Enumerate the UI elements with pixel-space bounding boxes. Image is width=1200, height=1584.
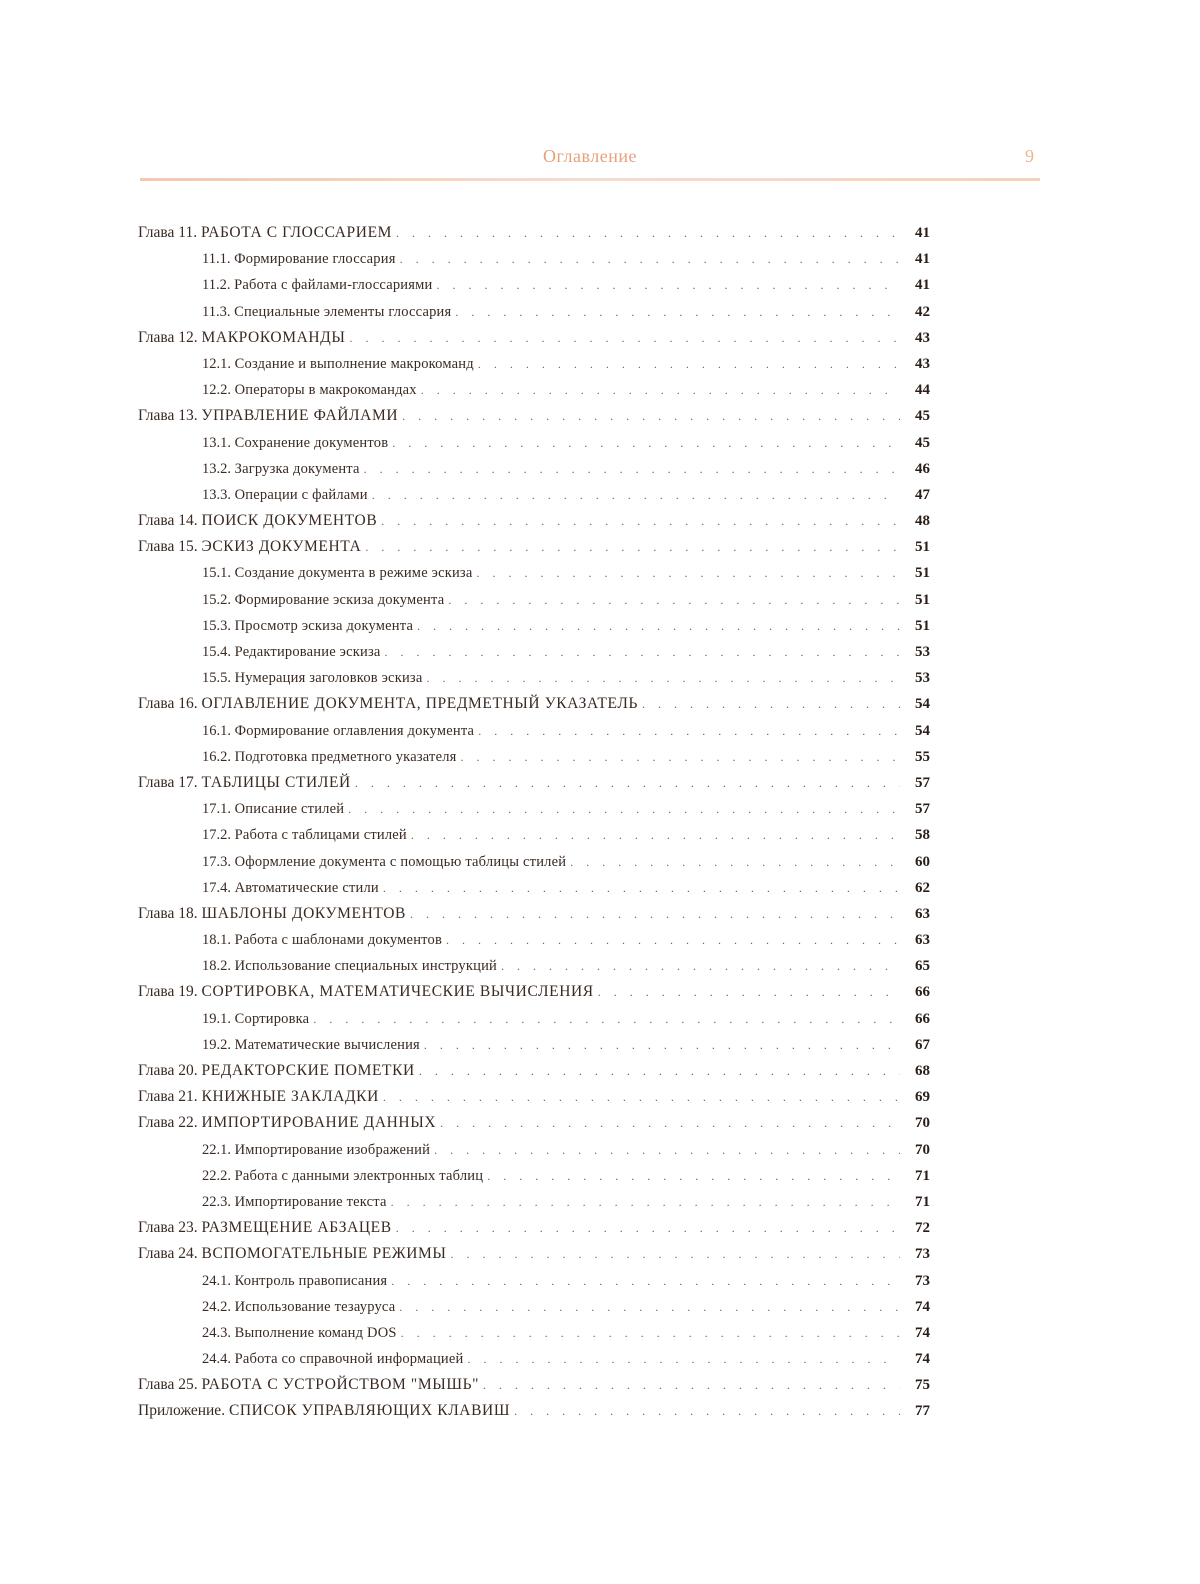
entry-label (138, 508, 381, 534)
entry-page-number: 58 (915, 827, 930, 844)
entry-page-number: 70 (915, 1115, 930, 1132)
dot-leader (451, 1241, 900, 1267)
entry-title: Выполнение команд DOS (234, 1324, 397, 1341)
toc-section-entry (138, 377, 930, 403)
entry-title: РАБОТА С УСТРОЙСТВОМ "МЫШЬ" (201, 1376, 479, 1394)
toc-section-entry (138, 1137, 930, 1163)
entry-title: ОГЛАВЛЕНИЕ ДОКУМЕНТА, ПРЕДМЕТНЫЙ УКАЗАТЕЛЬ (201, 695, 638, 713)
toc-section-entry (138, 1320, 930, 1346)
dot-leader (478, 351, 900, 377)
entry-title: Импортирование изображений (234, 1141, 431, 1158)
toc-section-entry (138, 1268, 930, 1294)
dot-leader (434, 1137, 900, 1163)
entry-label (138, 1058, 419, 1084)
toc-section-entry (138, 849, 930, 875)
entry-label (202, 796, 348, 822)
dot-leader (313, 1006, 900, 1032)
entry-number: 13.3. (202, 486, 231, 503)
toc-section-entry (138, 299, 930, 325)
entry-title: Создание документа в режиме эскиза (234, 565, 473, 582)
entry-label (138, 1398, 514, 1424)
entry-title: Операторы в макрокомандах (234, 382, 417, 399)
entry-number: Глава 21. (138, 1088, 198, 1106)
toc-section-entry (138, 875, 930, 901)
entry-label (202, 1268, 391, 1294)
entry-number: 15.3. (202, 617, 231, 634)
entry-page-number: 63 (915, 932, 930, 949)
entry-title: Сортировка (234, 1010, 310, 1027)
toc-chapter-entry (138, 508, 930, 534)
entry-page-number: 54 (915, 722, 930, 739)
toc-section-entry (138, 665, 930, 691)
entry-page-number: 75 (915, 1377, 930, 1394)
entry-title: Использование тезауруса (234, 1298, 396, 1315)
toc-section-entry (138, 482, 930, 508)
entry-number: 13.2. (202, 460, 231, 477)
toc-chapter-entry (138, 1110, 930, 1136)
dot-leader (467, 1346, 900, 1372)
entry-number: 22.3. (202, 1193, 231, 1210)
table-of-contents (138, 220, 930, 1425)
entry-page-number: 41 (915, 225, 930, 241)
dot-leader (396, 220, 900, 246)
entry-label (202, 351, 478, 377)
dot-leader (385, 639, 900, 665)
entry-title: Автоматические стили (234, 879, 379, 896)
entry-number: 15.4. (202, 644, 231, 660)
toc-chapter-entry (138, 691, 930, 717)
entry-title: Формирование оглавления документа (234, 722, 475, 739)
dot-leader (391, 1268, 900, 1294)
entry-number: Глава 24. (138, 1245, 198, 1263)
entry-label (202, 875, 383, 901)
entry-page-number: 63 (915, 905, 930, 922)
entry-label (202, 456, 364, 482)
entry-number: Глава 18. (138, 904, 198, 922)
entry-page-number: 51 (915, 591, 930, 608)
dot-leader (401, 1320, 900, 1346)
dot-leader (598, 979, 900, 1005)
toc-section-entry (138, 796, 930, 822)
toc-chapter-entry (138, 325, 930, 351)
dot-leader (400, 246, 900, 272)
entry-page-number: 68 (915, 1063, 930, 1079)
entry-page-number: 43 (915, 329, 930, 346)
entry-page-number: 41 (915, 277, 930, 294)
entry-page-number: 45 (915, 434, 930, 451)
entry-number: 17.1. (202, 801, 231, 818)
entry-label (202, 953, 501, 979)
entry-title: СПИСОК УПРАВЛЯЮЩИХ КЛАВИШ (228, 1402, 511, 1420)
entry-label (138, 403, 402, 429)
entry-number: Глава 22. (138, 1114, 198, 1132)
dot-leader (348, 796, 900, 822)
entry-number: Глава 25. (138, 1376, 198, 1394)
entry-number: 15.2. (202, 591, 231, 608)
dot-leader (419, 1058, 900, 1084)
entry-page-number: 55 (915, 748, 930, 765)
entry-page-number: 77 (915, 1403, 930, 1420)
entry-label (202, 1189, 391, 1215)
entry-number: 13.1. (202, 434, 231, 451)
entry-title: Описание стилей (234, 801, 345, 818)
dot-leader (396, 1215, 900, 1241)
toc-section-entry (138, 272, 930, 298)
entry-page-number: 53 (915, 644, 930, 660)
entry-label (138, 979, 598, 1005)
entry-label (138, 901, 410, 927)
toc-chapter-entry (138, 403, 930, 429)
entry-title: Работа с шаблонами документов (234, 932, 442, 949)
entry-label (138, 325, 349, 351)
dot-leader (392, 430, 900, 456)
toc-chapter-entry (138, 1241, 930, 1267)
entry-number: 15.5. (202, 670, 231, 687)
dot-leader (455, 299, 900, 325)
entry-label (202, 1294, 399, 1320)
entry-label (138, 1372, 483, 1398)
entry-page-number: 62 (915, 879, 930, 896)
entry-page-number: 71 (915, 1167, 930, 1184)
entry-number: 22.2. (202, 1167, 231, 1184)
entry-title: Импортирование текста (234, 1193, 387, 1210)
dot-leader (446, 927, 900, 953)
entry-page-number: 74 (915, 1324, 930, 1341)
entry-number: 24.1. (202, 1272, 231, 1289)
entry-title: ЭСКИЗ ДОКУМЕНТА (201, 538, 362, 556)
entry-page-number: 66 (915, 1010, 930, 1027)
dot-leader (411, 822, 900, 848)
running-header-title: Оглавление (543, 146, 637, 166)
dot-leader (570, 849, 900, 875)
entry-label (202, 613, 417, 639)
entry-page-number: 51 (915, 539, 930, 556)
dot-leader (410, 901, 900, 927)
entry-label (202, 482, 372, 508)
entry-number: Глава 12. (138, 328, 198, 346)
entry-title: Сохранение документов (234, 434, 389, 451)
dot-leader (424, 1032, 900, 1058)
entry-number: 12.2. (202, 382, 231, 399)
entry-number: 16.1. (202, 722, 231, 739)
entry-number: Глава 20. (138, 1062, 198, 1079)
entry-page-number: 53 (915, 670, 930, 687)
dot-leader (383, 1084, 900, 1110)
entry-label (202, 1032, 424, 1058)
entry-page-number: 65 (915, 958, 930, 975)
entry-label (202, 927, 446, 953)
dot-leader (355, 770, 900, 796)
dot-leader (487, 1163, 900, 1189)
entry-page-number: 71 (915, 1193, 930, 1210)
entry-label (202, 1006, 313, 1032)
entry-number: Глава 19. (138, 983, 198, 1001)
entry-number: 11.3. (202, 303, 231, 320)
entry-label (202, 1137, 434, 1163)
entry-title: Работа с таблицами стилей (234, 827, 407, 844)
entry-page-number: 48 (915, 513, 930, 530)
entry-title: КНИЖНЫЕ ЗАКЛАДКИ (201, 1088, 379, 1106)
entry-number: Глава 13. (138, 407, 198, 425)
entry-page-number: 74 (915, 1351, 930, 1368)
dot-leader (372, 482, 900, 508)
entry-number: 24.4. (202, 1351, 231, 1368)
toc-section-entry (138, 351, 930, 377)
entry-label (202, 1163, 487, 1189)
dot-leader (483, 1372, 900, 1398)
entry-number: Глава 15. (138, 538, 198, 556)
entry-title: Работа с данными электронных таблиц (234, 1167, 484, 1184)
entry-title: Редактирование эскиза (234, 644, 381, 660)
entry-label (202, 1346, 467, 1372)
entry-title: Работа со справочной информацией (234, 1351, 464, 1368)
entry-page-number: 66 (915, 984, 930, 1001)
entry-number: Глава 17. (138, 773, 198, 791)
toc-chapter-entry (138, 1372, 930, 1398)
entry-label (138, 691, 642, 717)
entry-label (202, 665, 426, 691)
entry-number: 18.1. (202, 932, 231, 949)
entry-page-number: 73 (915, 1272, 930, 1289)
dot-leader (436, 272, 900, 298)
dot-leader (402, 403, 900, 429)
entry-title: Математические вычисления (234, 1036, 420, 1053)
entry-number: Глава 16. (138, 695, 198, 713)
toc-section-entry (138, 1189, 930, 1215)
entry-label (202, 744, 461, 770)
entry-title: ТАБЛИЦЫ СТИЛЕЙ (201, 773, 351, 791)
entry-number: 16.2. (202, 748, 231, 765)
entry-label (202, 430, 392, 456)
entry-title: Подготовка предметного указателя (234, 748, 457, 765)
entry-number: 19.2. (202, 1036, 231, 1053)
entry-page-number: 45 (915, 408, 930, 425)
entry-title: Использование специальных инструкций (234, 958, 498, 975)
toc-section-entry (138, 953, 930, 979)
entry-title: ВСПОМОГАТЕЛЬНЫЕ РЕЖИМЫ (201, 1245, 447, 1263)
entry-page-number: 51 (915, 565, 930, 582)
toc-section-entry (138, 639, 930, 665)
entry-page-number: 43 (915, 355, 930, 372)
entry-page-number: 69 (915, 1089, 930, 1106)
entry-title: Формирование глоссария (234, 251, 396, 268)
entry-label (138, 1110, 440, 1136)
entry-title: СОРТИРОВКА, МАТЕМАТИЧЕСКИЕ ВЫЧИСЛЕНИЯ (201, 983, 594, 1001)
entry-title: МАКРОКОМАНДЫ (201, 328, 346, 346)
entry-label (202, 560, 476, 586)
entry-label (202, 639, 385, 665)
toc-chapter-entry (138, 979, 930, 1005)
entry-label (138, 770, 355, 796)
dot-leader (448, 587, 900, 613)
dot-leader (399, 1294, 900, 1320)
entry-title: РАЗМЕЩЕНИЕ АБЗАЦЕВ (201, 1219, 392, 1237)
dot-leader (417, 613, 900, 639)
toc-section-entry (138, 430, 930, 456)
entry-label (202, 1320, 401, 1346)
entry-number: 22.1. (202, 1141, 231, 1158)
entry-page-number: 67 (915, 1036, 930, 1053)
toc-chapter-entry (138, 1058, 930, 1084)
entry-title: ШАБЛОНЫ ДОКУМЕНТОВ (201, 904, 406, 922)
dot-leader (461, 744, 900, 770)
entry-label (202, 718, 478, 744)
entry-number: Глава 14. (138, 512, 198, 530)
entry-title: Контроль правописания (234, 1272, 388, 1289)
entry-label (202, 849, 570, 875)
entry-number: 17.2. (202, 827, 231, 844)
toc-section-entry (138, 1032, 930, 1058)
dot-leader (478, 718, 900, 744)
toc-section-entry (138, 718, 930, 744)
entry-page-number: 54 (915, 696, 930, 713)
entry-label (202, 272, 436, 298)
entry-title: Создание и выполнение макрокоманд (234, 355, 474, 372)
entry-title: Специальные элементы глоссария (234, 303, 452, 320)
entry-label (138, 220, 396, 246)
toc-section-entry (138, 1006, 930, 1032)
entry-title: Оформление документа с помощью таблицы стилей (234, 853, 567, 870)
entry-label (202, 822, 411, 848)
toc-section-entry (138, 1294, 930, 1320)
entry-page-number: 46 (915, 460, 930, 477)
entry-number: 24.3. (202, 1324, 231, 1341)
entry-title: Операции с файлами (234, 486, 368, 503)
entry-title: Работа с файлами-глоссариями (234, 277, 433, 294)
entry-label (202, 246, 400, 272)
toc-section-entry (138, 1163, 930, 1189)
entry-label (202, 587, 448, 613)
entry-label (202, 299, 455, 325)
dot-leader (426, 665, 900, 691)
entry-label (138, 534, 365, 560)
entry-title: ПОИСК ДОКУМЕНТОВ (201, 512, 378, 530)
entry-label (138, 1241, 451, 1267)
entry-number: Глава 23. (138, 1219, 198, 1237)
dot-leader (642, 691, 900, 717)
entry-title: РАБОТА С ГЛОССАРИЕМ (200, 224, 393, 241)
entry-number: 19.1. (202, 1010, 231, 1027)
dot-leader (364, 456, 900, 482)
entry-title: ИМПОРТИРОВАНИЕ ДАННЫХ (201, 1114, 437, 1132)
entry-page-number: 57 (915, 774, 930, 791)
entry-number: Приложение. (138, 1402, 226, 1420)
entry-title: Нумерация заголовков эскиза (234, 670, 423, 687)
entry-number: Глава 11. (138, 224, 198, 241)
entry-number: 18.2. (202, 958, 231, 975)
dot-leader (381, 508, 900, 534)
entry-page-number: 47 (915, 486, 930, 503)
entry-label (202, 377, 421, 403)
toc-section-entry (138, 456, 930, 482)
header-rule (140, 178, 1040, 181)
toc-section-entry (138, 587, 930, 613)
page-header (140, 140, 1040, 188)
entry-title: Просмотр эскиза документа (234, 617, 414, 634)
entry-number: 15.1. (202, 565, 231, 582)
toc-chapter-entry (138, 1398, 930, 1424)
entry-title: Формирование эскиза документа (234, 591, 445, 608)
entry-page-number: 51 (915, 617, 930, 634)
toc-section-entry (138, 613, 930, 639)
entry-page-number: 41 (915, 251, 930, 268)
entry-title: РЕДАКТОРСКИЕ ПОМЕТКИ (201, 1062, 415, 1079)
entry-number: 11.1. (202, 251, 231, 268)
entry-number: 17.3. (202, 853, 231, 870)
entry-number: 24.2. (202, 1298, 231, 1315)
entry-title: УПРАВЛЕНИЕ ФАЙЛАМИ (201, 407, 399, 425)
toc-section-entry (138, 927, 930, 953)
entry-label (138, 1084, 383, 1110)
page-number: 9 (1025, 146, 1034, 166)
entry-page-number: 42 (915, 303, 930, 320)
dot-leader (514, 1398, 900, 1424)
dot-leader (391, 1189, 900, 1215)
dot-leader (476, 560, 900, 586)
toc-chapter-entry (138, 220, 930, 246)
toc-chapter-entry (138, 1084, 930, 1110)
entry-page-number: 73 (915, 1246, 930, 1263)
toc-section-entry (138, 1346, 930, 1372)
entry-page-number: 60 (915, 853, 930, 870)
entry-number: 11.2. (202, 277, 231, 294)
entry-number: 17.4. (202, 879, 231, 896)
entry-page-number: 57 (915, 801, 930, 818)
entry-label (138, 1215, 396, 1241)
toc-chapter-entry (138, 901, 930, 927)
toc-chapter-entry (138, 770, 930, 796)
toc-section-entry (138, 246, 930, 272)
dot-leader (440, 1110, 900, 1136)
toc-chapter-entry (138, 534, 930, 560)
dot-leader (365, 534, 900, 560)
toc-chapter-entry (138, 1215, 930, 1241)
toc-section-entry (138, 744, 930, 770)
entry-title: Загрузка документа (234, 460, 360, 477)
toc-section-entry (138, 560, 930, 586)
entry-page-number: 44 (915, 382, 930, 399)
entry-page-number: 72 (915, 1220, 930, 1237)
dot-leader (421, 377, 900, 403)
entry-number: 12.1. (202, 355, 231, 372)
dot-leader (383, 875, 900, 901)
entry-page-number: 70 (915, 1141, 930, 1158)
dot-leader (349, 325, 900, 351)
entry-page-number: 74 (915, 1298, 930, 1315)
toc-section-entry (138, 822, 930, 848)
dot-leader (501, 953, 900, 979)
